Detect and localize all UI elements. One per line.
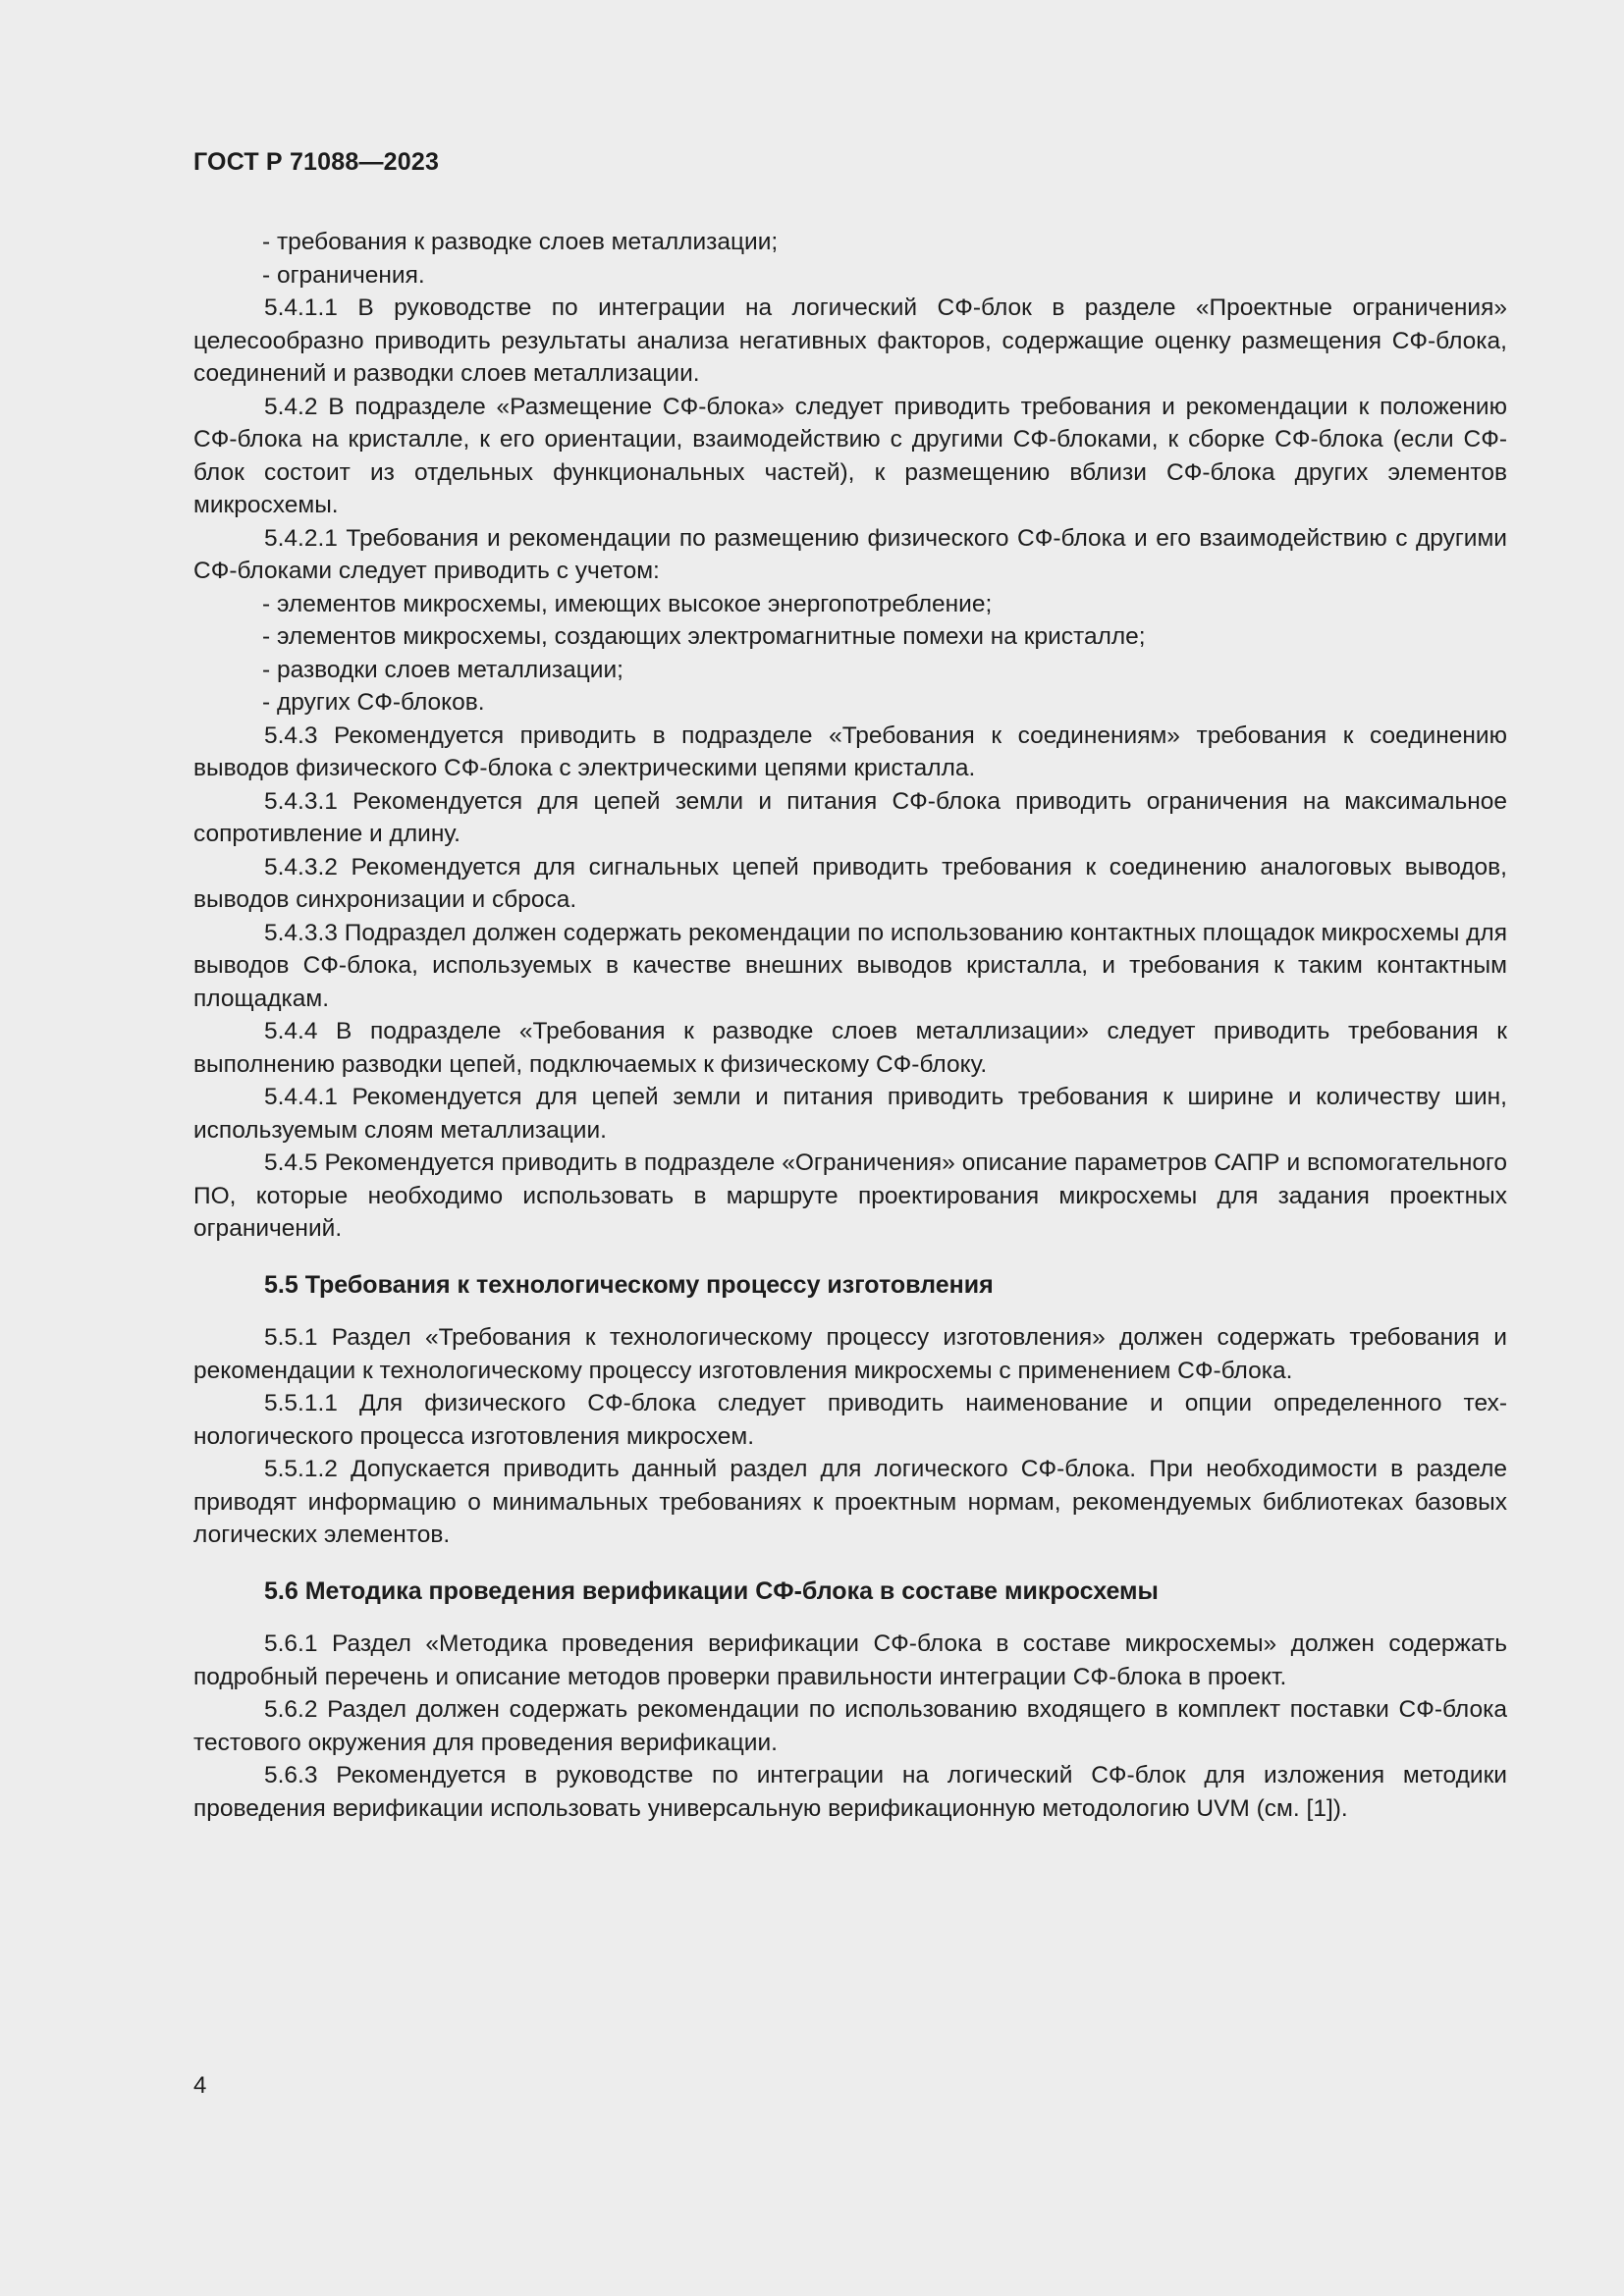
document-body [193,226,1507,1825]
paragraph-5-6-3: 5.6.3 Рекомендуется в руководстве по интеграции на логический СФ-блок для изложения методики проведения верификации использовать универсальную верификационную методологию UVM (см. [1]). [193,1762,1507,1822]
paragraph-5-4-3: 5.4.3 Рекомендуется приводить в подразделе «Требования к соединениям» требования к соединению выводов физического СФ-блока с электрическими цепями кристалла. [193,721,1507,781]
paragraph-5-5-1: 5.5.1 Раздел «Требования к технологическому процессу изготовления» должен содержать требования и рекомендации к технологическому процессу изготовления микросхемы с применением СФ-блока. [193,1324,1507,1384]
list-item: - элементов микросхемы, имеющих высокое энергопотребление; [262,590,993,617]
paragraph-5-4-5: 5.4.5 Рекомендуется приводить в подразделе «Ограничения» описание параметров САПР и вспомогательного ПО, которые необходимо использовать в маршруте проектирования микросхемы для задания проектных ограничений. [193,1149,1507,1242]
section-heading-5-5: 5.5 Требования к технологическому процессу изготовления [264,1270,994,1299]
paragraph-5-4-4: 5.4.4 В подразделе «Требования к разводке слоев металлизации» следует приводить требования к выполнению разводки цепей, подключаемых к физическому СФ-блоку. [193,1018,1507,1078]
paragraph-5-4-2-1: 5.4.2.1 Требования и рекомендации по размещению физического СФ-блока и его взаимодействию с другими СФ-блоками следует приводить с учетом: [193,524,1507,584]
list-item: - других СФ-блоков. [262,689,485,716]
page-number: 4 [193,2072,207,2099]
list-item: - требования к разводке слоев металлизации; [262,229,779,255]
paragraph-5-5-1-1: 5.5.1.1 Для физического СФ-блока следует приводить наименование и опции определенного технологического процесса изготовления микросхем. [193,1390,1507,1450]
paragraph-5-6-1: 5.6.1 Раздел «Методика проведения верификации СФ-блока в составе микросхемы» должен содержать подробный перечень и описание методов проверки правильности интеграции СФ-блока в проект. [193,1630,1507,1690]
paragraph-5-4-3-2: 5.4.3.2 Рекомендуется для сигнальных цепей приводить требования к соединению аналоговых выводов, выводов синхронизации и сброса. [193,853,1507,913]
list-item: - элементов микросхемы, создающих электромагнитные помехи на кристалле; [262,623,1146,650]
section-heading-5-6: 5.6 Методика проведения верификации СФ-блока в составе микросхемы [264,1576,1159,1605]
paragraph-5-5-1-2: 5.5.1.2 Допускается приводить данный раздел для логического СФ-блока. При необходимости в разделе приводят информацию о минимальных требованиях к проектным нормам, рекомендуемых библиотеках базовых логических элементов. [193,1456,1507,1548]
list-item: - разводки слоев металлизации; [262,656,623,683]
list-item: - ограничения. [262,261,425,289]
paragraph-5-4-1-1: 5.4.1.1 В руководстве по интеграции на логический СФ-блок в разделе «Проектные ограничения» целесообразно приводить результаты анализа негативных факторов, содержащие оценку размещения СФ-блока, соединений и разводки слоев металлизации. [193,294,1507,387]
paragraph-5-6-2: 5.6.2 Раздел должен содержать рекомендации по использованию входящего в комплект поставки СФ-блока тестового окружения для проведения верификации. [193,1696,1507,1756]
paragraph-5-4-3-3: 5.4.3.3 Подраздел должен содержать рекомендации по использованию контактных площадок микросхемы для выводов СФ-блока, используемых в качестве внешних выводов кристалла, и требования к таким контактным площадкам. [193,919,1507,1012]
paragraph-5-4-4-1: 5.4.4.1 Рекомендуется для цепей земли и питания приводить требования к ширине и количеству шин, используемым слоям металлизации. [193,1084,1507,1144]
document-code-header: ГОСТ Р 71088—2023 [193,148,440,176]
paragraph-5-4-3-1: 5.4.3.1 Рекомендуется для цепей земли и питания СФ-блока приводить ограничения на максимальное сопротивление и длину. [193,787,1507,847]
paragraph-5-4-2: 5.4.2 В подразделе «Размещение СФ-блока» следует приводить требования и рекомендации к положению СФ-блока на кристалле, к его ориентации, взаимодействию с другими СФ-блоками, к сборке СФ-блока (если СФ-блок состоит из отдельных функциональных частей), к размещению вблизи СФ-блока других элементов микросхемы. [193,393,1507,518]
